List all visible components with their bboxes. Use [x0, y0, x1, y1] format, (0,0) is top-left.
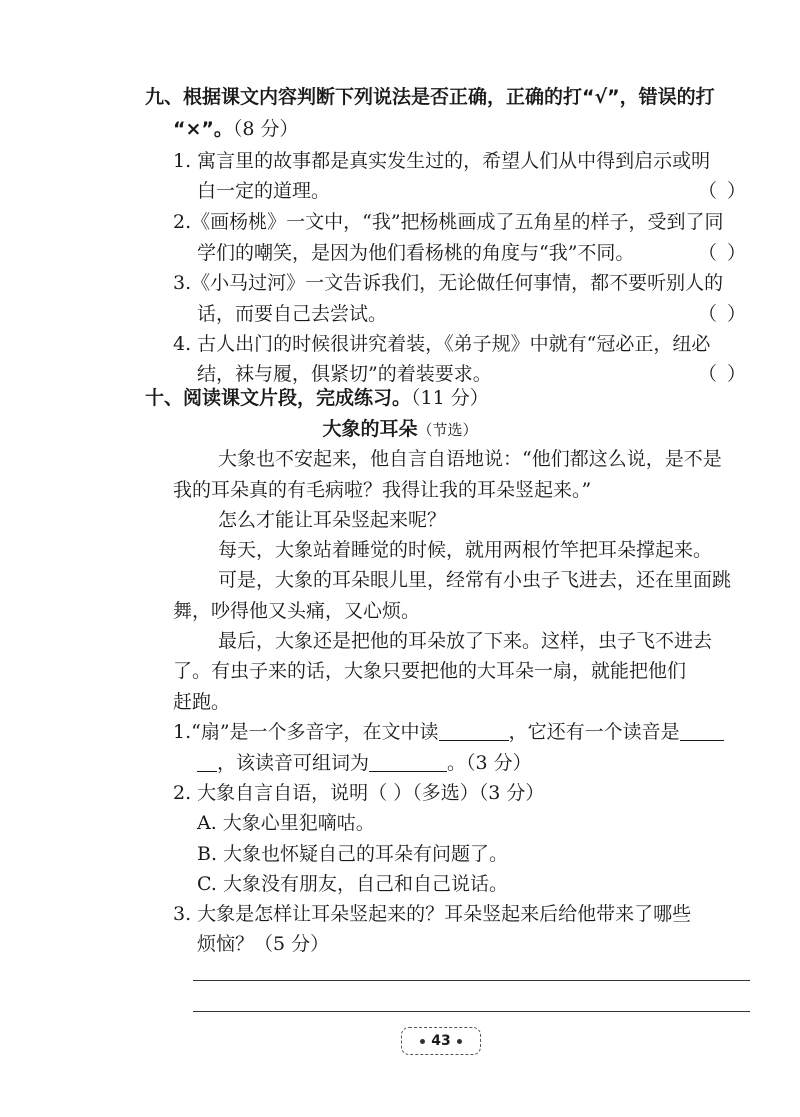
s10-q2-option-c[interactable]: C. 大象没有朋友，自己和自己说话。 [197, 873, 508, 895]
s10-q1-line1 [173, 717, 724, 747]
passage-p2: 怎么才能让耳朵竖起来呢？ [218, 509, 447, 531]
s10-q3-line2: 烦恼？（5 分） [197, 933, 330, 955]
s10-q3-answer-line-1[interactable] [193, 980, 750, 981]
s10-q1-blank-word[interactable] [369, 751, 447, 772]
dot-ornament-left [420, 1039, 425, 1044]
passage-p5-line3: 赶跑。 [173, 691, 231, 713]
s10-q2-option-b[interactable]: B. 大象也怀疑自己的耳朵有问题了。 [197, 843, 509, 865]
s9-q2-answer-paren[interactable]: （ ） [697, 242, 748, 264]
dot-ornament-right [457, 1039, 462, 1044]
s10-q1-text-c: ，该读音可组词为 [217, 752, 370, 774]
s10-q1-text-d: 。（3 分） [447, 752, 532, 774]
section-9-heading [145, 82, 715, 112]
passage-p5-line1: 最后，大象还是把他的耳朵放了下来。这样，虫子飞不进去 [218, 630, 713, 652]
passage-title [0, 414, 800, 445]
passage-title-note: （节选） [417, 421, 478, 439]
passage-p1-line2: 我的耳朵真的有毛病啦？我得让我的耳朵竖起来。” [173, 479, 592, 501]
s9-q4-answer-paren[interactable]: （ ） [697, 363, 748, 385]
section-9-heading-text-cont: “×”。 [173, 118, 233, 140]
s9-q3-line1: 3.《小马过河》一文告诉我们，无论做任何事情，都不要听别人的 [173, 272, 724, 294]
s9-q3-line2: 话，而要自己去尝试。 [197, 303, 388, 325]
s10-q1-text-a: 1.“扇”是一个多音字，在文中读 [173, 721, 439, 743]
s9-q1-line1: 1. 寓言里的故事都是真实发生过的，希望人们从中得到启示或明 [173, 150, 711, 172]
s10-q1-text-b: ，它还有一个读音是 [508, 721, 680, 743]
s10-q1-blank-other-reading-cont[interactable] [197, 751, 217, 772]
section-9-heading-text: 九、根据课文内容判断下列说法是否正确，正确的打“√”，错误的打 [145, 86, 715, 108]
section-10-heading [145, 383, 489, 413]
s9-q3-answer-paren[interactable]: （ ） [697, 303, 748, 325]
section-9-heading-cont [173, 114, 299, 144]
section-10-heading-text: 十、阅读课文片段，完成练习。 [145, 387, 412, 409]
s9-q1-answer-paren[interactable]: （ ） [697, 180, 748, 202]
page-number-badge [401, 1027, 481, 1055]
s10-q1-blank-reading[interactable] [439, 720, 509, 741]
s10-q3-answer-line-2[interactable] [193, 1011, 750, 1012]
passage-p3: 每天，大象站着睡觉的时候，就用两根竹竿把耳朵撑起来。 [218, 539, 713, 561]
section-9-score: （8 分） [232, 118, 299, 140]
section-10-score: （11 分） [411, 387, 489, 409]
s10-q1-line2 [197, 748, 532, 778]
passage-p4-line2: 舞，吵得他又头痛，又心烦。 [173, 600, 421, 622]
passage-p5-line2: 了。有虫子来的话，大象只要把他的大耳朵一扇，就能把他们 [173, 660, 687, 682]
s10-q2: 2. 大象自言自语，说明（ ）（多选）（3 分） [173, 782, 545, 804]
s9-q2-line2: 学们的嘲笑，是因为他们看杨桃的角度与“我”不同。 [197, 242, 635, 264]
page-number: 43 [431, 1033, 451, 1049]
s9-q1-line2: 白一定的道理。 [197, 180, 331, 202]
s9-q4-line2: 结，袜与履，俱紧切”的着装要求。 [197, 363, 492, 385]
s10-q1-blank-other-reading[interactable] [680, 720, 724, 741]
passage-p1-line1: 大象也不安起来，他自言自语地说：“他们都这么说，是不是 [218, 448, 722, 470]
s10-q2-option-a[interactable]: A. 大象心里犯嘀咕。 [197, 812, 375, 834]
passage-p4-line1: 可是，大象的耳朵眼儿里，经常有小虫子飞进去，还在里面跳 [218, 569, 732, 591]
s10-q3-line1: 3. 大象是怎样让耳朵竖起来的？耳朵竖起来后给他带来了哪些 [173, 903, 692, 925]
s9-q2-line1: 2.《画杨桃》一文中，“我”把杨桃画成了五角星的样子，受到了同 [173, 211, 724, 233]
passage-title-text: 大象的耳朵 [322, 418, 418, 440]
s9-q4-line1: 4. 古人出门的时候很讲究着装，《弟子规》中就有“冠必正，纽必 [173, 333, 711, 355]
